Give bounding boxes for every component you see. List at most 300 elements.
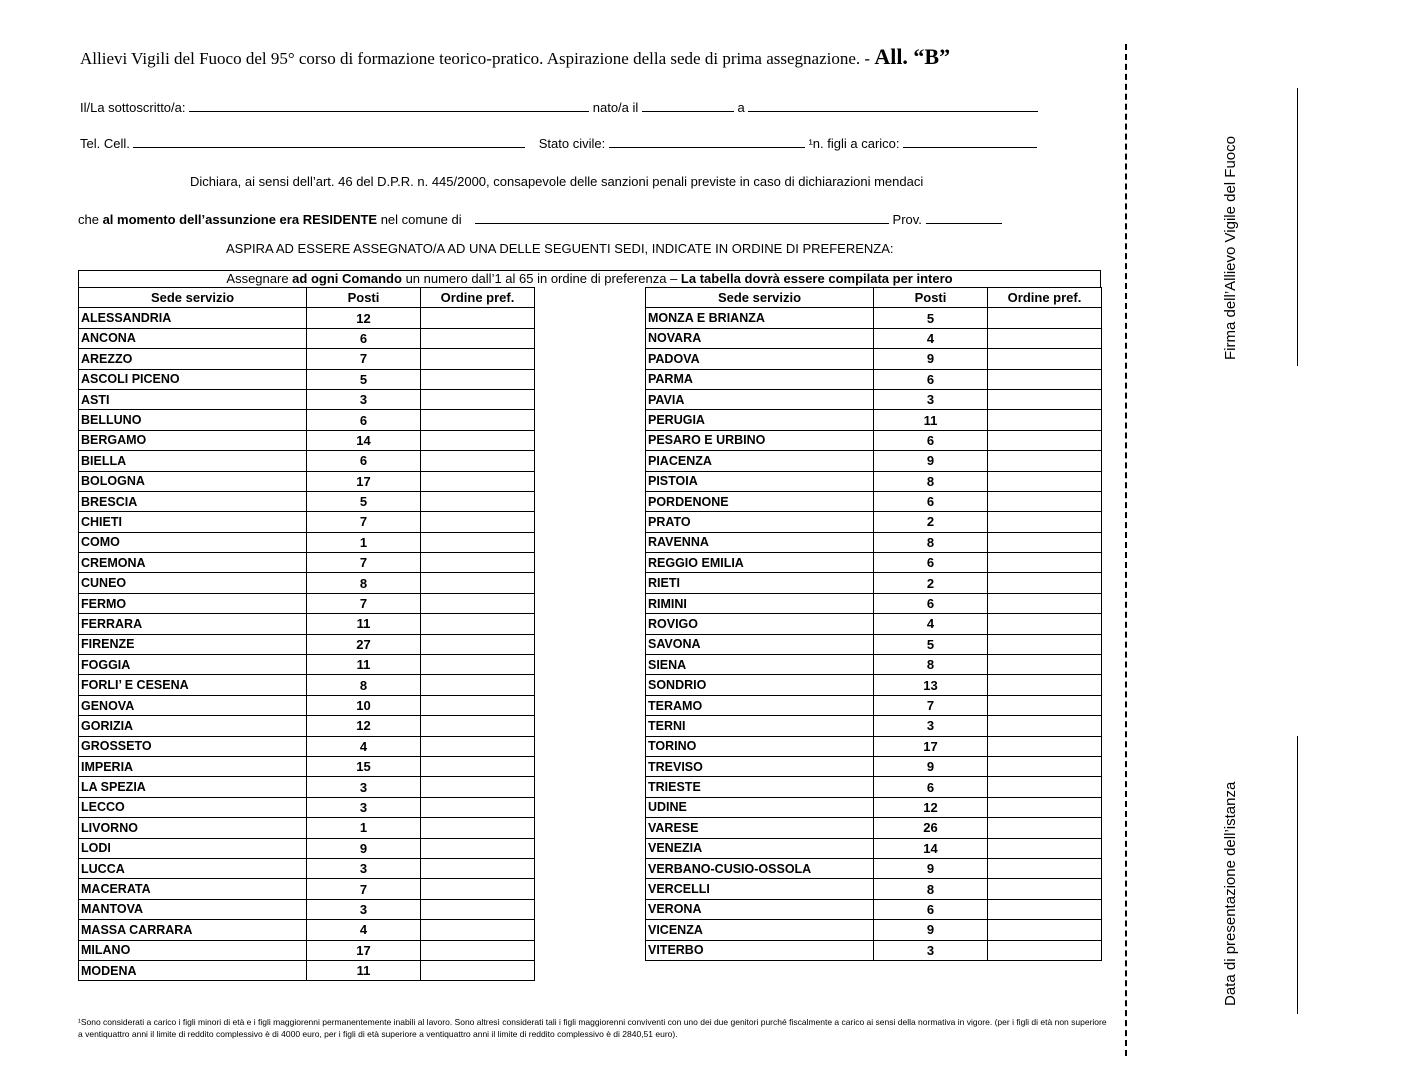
ordine-pref-cell[interactable] [421,736,535,756]
sede-cell: VERBANO-CUSIO-OSSOLA [646,858,874,878]
table-row [79,634,535,654]
ordine-pref-cell[interactable] [988,308,1102,328]
sede-cell: VERCELLI [646,879,874,899]
ordine-pref-cell[interactable] [988,675,1102,695]
posti-cell: 6 [307,328,421,348]
sede-cell: ASTI [79,389,307,409]
posti-cell: 4 [874,614,988,634]
sede-cell: REGGIO EMILIA [646,553,874,573]
table-row [79,838,535,858]
banner-pre: Assegnare [226,271,293,286]
ordine-pref-cell[interactable] [421,675,535,695]
ordine-pref-cell[interactable] [988,818,1102,838]
residente-post: nel comune di [377,212,462,227]
posti-cell: 14 [307,430,421,450]
ordine-pref-cell[interactable] [988,491,1102,511]
ordine-pref-cell[interactable] [421,797,535,817]
ordine-pref-cell[interactable] [421,532,535,552]
posti-cell: 11 [307,655,421,675]
ordine-pref-cell[interactable] [988,634,1102,654]
sede-cell: UDINE [646,797,874,817]
sede-cell: PORDENONE [646,491,874,511]
table-row [646,736,1102,756]
posti-cell: 27 [307,634,421,654]
table-row [646,920,1102,940]
posti-cell: 3 [307,899,421,919]
table-row [646,430,1102,450]
ordine-pref-cell[interactable] [421,328,535,348]
ordine-pref-cell[interactable] [421,695,535,715]
data-line[interactable] [1297,736,1298,1014]
ordine-pref-cell[interactable] [988,858,1102,878]
table-row [79,716,535,736]
ordine-pref-cell[interactable] [421,960,535,980]
page-title [80,44,950,70]
posti-cell: 13 [874,675,988,695]
sede-cell: VICENZA [646,920,874,940]
posti-cell: 9 [874,858,988,878]
sede-cell: COMO [79,532,307,552]
sede-cell: IMPERIA [79,756,307,776]
posti-cell: 5 [307,491,421,511]
sede-cell: MACERATA [79,879,307,899]
posti-cell: 15 [307,756,421,776]
sede-cell: PARMA [646,369,874,389]
stato-civile-field[interactable] [609,134,805,148]
sede-cell: BELLUNO [79,410,307,430]
posti-cell: 6 [874,369,988,389]
posti-cell: 11 [874,410,988,430]
posti-cell: 14 [874,838,988,858]
ordine-pref-cell[interactable] [988,328,1102,348]
sede-cell: PIACENZA [646,451,874,471]
table-row [646,471,1102,491]
posti-cell: 26 [874,818,988,838]
ordine-pref-cell[interactable] [421,593,535,613]
ordine-pref-cell[interactable] [421,349,535,369]
table-row [646,328,1102,348]
ordine-pref-cell[interactable] [421,553,535,573]
ordine-pref-cell[interactable] [988,532,1102,552]
ordine-pref-cell[interactable] [421,838,535,858]
ordine-pref-cell[interactable] [988,451,1102,471]
ordine-pref-cell[interactable] [421,451,535,471]
ordine-pref-cell[interactable] [421,471,535,491]
table-row [79,797,535,817]
table-row [79,430,535,450]
table-row [79,532,535,552]
posti-cell: 2 [874,573,988,593]
table-row [79,655,535,675]
sede-cell: BERGAMO [79,430,307,450]
firma-label: Firma dell’Allievo Vigile del Fuoco [1222,136,1239,360]
row-tel [80,134,1037,151]
a-label: a [737,100,745,115]
sede-cell: VARESE [646,818,874,838]
nato-date-field[interactable] [642,98,734,112]
posti-cell: 12 [307,308,421,328]
table-header-row [646,288,1102,308]
posti-cell: 6 [874,553,988,573]
sede-cell: VENEZIA [646,838,874,858]
ordine-pref-cell[interactable] [421,369,535,389]
posti-cell: 6 [874,491,988,511]
sedi-table-right [645,287,1102,961]
sede-cell: TRIESTE [646,777,874,797]
prov-label: Prov. [892,212,922,227]
table-row [646,512,1102,532]
ordine-pref-cell[interactable] [988,695,1102,715]
posti-cell: 7 [874,695,988,715]
ordine-pref-cell[interactable] [988,593,1102,613]
posti-cell: 3 [874,940,988,960]
posti-cell: 1 [307,818,421,838]
sede-cell: LODI [79,838,307,858]
table-row [646,573,1102,593]
sede-cell: VITERBO [646,940,874,960]
posti-cell: 3 [307,797,421,817]
sede-cell: ASCOLI PICENO [79,369,307,389]
table-row [79,858,535,878]
row-sottoscritto [80,98,1038,115]
table-row [646,369,1102,389]
ordine-pref-cell[interactable] [988,410,1102,430]
posti-cell: 7 [307,879,421,899]
table-row [646,797,1102,817]
ordine-pref-cell[interactable] [421,430,535,450]
posti-cell: 8 [874,879,988,899]
ordine-pref-cell[interactable] [421,389,535,409]
sede-cell: LUCCA [79,858,307,878]
ordine-pref-cell[interactable] [988,369,1102,389]
posti-cell: 6 [307,451,421,471]
table-row [646,818,1102,838]
posti-cell: 9 [874,920,988,940]
banner-mid: un numero dall’1 al 65 in ordine di preferenza – [401,271,681,286]
ordine-pref-cell[interactable] [988,920,1102,940]
sede-cell: FERMO [79,593,307,613]
sottoscritto-field[interactable] [189,98,589,112]
table-row [79,553,535,573]
sede-cell: BRESCIA [79,491,307,511]
sede-cell: TREVISO [646,756,874,776]
posti-cell: 9 [307,838,421,858]
dichiara-text: Dichiara, ai sensi dell’art. 46 del D.P.R. n. 445/2000, consapevole delle sanzioni penali previste in caso di dichiarazioni mendaci [190,174,924,189]
footnote: ¹Sono considerati a carico i figli minori di età e i figli maggiorenni permanentemente inabili al lavoro. Sono altresì considerati tali i figli maggiorenni conviventi con uno dei due genitori purché fiscalmente a carico ai sensi della normativa in vigore. (per i figli di età non superiore a ventiquattro anni il limite di reddito complessivo è di 4000 euro, per i figli di età superiore a ventiquattro anni il limite di reddito complessivo è di 2840,51 euro). [78,1017,1107,1039]
table-row [646,858,1102,878]
table-row [79,471,535,491]
ordine-pref-cell[interactable] [421,716,535,736]
sede-cell: ROVIGO [646,614,874,634]
ordine-pref-cell[interactable] [988,430,1102,450]
ordine-pref-cell[interactable] [988,899,1102,919]
prov-field[interactable] [926,210,1002,224]
posti-cell: 17 [307,471,421,491]
table-row [79,879,535,899]
header-ordine: Ordine pref. [421,288,535,308]
posti-cell: 6 [874,593,988,613]
sede-cell: NOVARA [646,328,874,348]
sedi-table-left [78,287,535,981]
ordine-pref-cell[interactable] [421,899,535,919]
posti-cell: 3 [307,858,421,878]
table-row [646,593,1102,613]
table-row [79,369,535,389]
sede-cell: PAVIA [646,389,874,409]
ordine-pref-cell[interactable] [988,349,1102,369]
ordine-pref-cell[interactable] [988,777,1102,797]
sede-cell: PADOVA [646,349,874,369]
ordine-pref-cell[interactable] [421,614,535,634]
sede-cell: FORLI’ E CESENA [79,675,307,695]
header-sede: Sede servizio [79,288,307,308]
comune-field[interactable] [475,210,889,224]
aspira-text: ASPIRA AD ESSERE ASSEGNATO/A AD UNA DELLE SEGUENTI SEDI, INDICATE IN ORDINE DI PREFERENZA: [226,241,894,256]
sede-cell: MONZA E BRIANZA [646,308,874,328]
sede-cell: SIENA [646,655,874,675]
table-row [79,308,535,328]
sede-cell: ANCONA [79,328,307,348]
posti-cell: 6 [874,899,988,919]
posti-cell: 9 [874,451,988,471]
posti-cell: 3 [874,389,988,409]
sede-cell: MODENA [79,960,307,980]
ordine-pref-cell[interactable] [988,471,1102,491]
cut-line [1125,44,1127,1056]
figli-field[interactable] [903,134,1037,148]
posti-cell: 8 [874,471,988,491]
table-row [646,756,1102,776]
sede-cell: GORIZIA [79,716,307,736]
table-row [646,899,1102,919]
posti-cell: 8 [307,573,421,593]
posti-cell: 3 [307,389,421,409]
table-row [79,491,535,511]
table-row [79,818,535,838]
table-row [646,308,1102,328]
attachment-label: All. “B” [874,44,951,69]
posti-cell: 12 [307,716,421,736]
table-row [79,920,535,940]
sede-cell: SAVONA [646,634,874,654]
table-row [646,838,1102,858]
ordine-pref-cell[interactable] [988,573,1102,593]
posti-cell: 6 [874,777,988,797]
table-row [79,573,535,593]
sede-cell: RIMINI [646,593,874,613]
posti-cell: 4 [874,328,988,348]
ordine-pref-cell[interactable] [421,858,535,878]
posti-cell: 4 [307,736,421,756]
sede-cell: PISTOIA [646,471,874,491]
table-banner [78,270,1101,287]
posti-cell: 10 [307,695,421,715]
posti-cell: 1 [307,532,421,552]
nato-label: nato/a il [592,100,639,115]
posti-cell: 7 [307,512,421,532]
residente-pre: che [78,212,103,227]
table-row [79,614,535,634]
table-row [646,777,1102,797]
ordine-pref-cell[interactable] [421,655,535,675]
ordine-pref-cell[interactable] [421,308,535,328]
sede-cell: PERUGIA [646,410,874,430]
sede-cell: MANTOVA [79,899,307,919]
table-row [79,756,535,776]
posti-cell: 5 [874,308,988,328]
sede-cell: RAVENNA [646,532,874,552]
posti-cell: 4 [307,920,421,940]
posti-cell: 5 [307,369,421,389]
sede-cell: TERNI [646,716,874,736]
table-header-row [79,288,535,308]
table-row [646,675,1102,695]
ordine-pref-cell[interactable] [421,491,535,511]
sede-cell: GENOVA [79,695,307,715]
posti-cell: 7 [307,553,421,573]
sede-cell: CUNEO [79,573,307,593]
stato-civile-label: Stato civile: [538,136,606,151]
banner-bold-2: La tabella dovrà essere compilata per intero [680,271,953,286]
posti-cell: 6 [874,430,988,450]
table-row [79,960,535,980]
table-row [646,389,1102,409]
posti-cell: 17 [307,940,421,960]
residente-bold: al momento dell’assunzione era RESIDENTE [102,212,378,227]
sede-cell: BIELLA [79,451,307,471]
sottoscritto-label: Il/La sottoscritto/a: [80,100,186,115]
posti-cell: 17 [874,736,988,756]
posti-cell: 7 [307,349,421,369]
ordine-pref-cell[interactable] [421,512,535,532]
table-row [646,553,1102,573]
table-row [79,593,535,613]
table-row [79,777,535,797]
sede-cell: PESARO E URBINO [646,430,874,450]
ordine-pref-cell[interactable] [988,512,1102,532]
ordine-pref-cell[interactable] [988,940,1102,960]
sede-cell: FERRARA [79,614,307,634]
ordine-pref-cell[interactable] [988,756,1102,776]
sede-cell: ALESSANDRIA [79,308,307,328]
table-row [646,655,1102,675]
posti-cell: 3 [874,716,988,736]
sede-cell: MILANO [79,940,307,960]
nato-place-field[interactable] [748,98,1038,112]
ordine-pref-cell[interactable] [988,716,1102,736]
sede-cell: CHIETI [79,512,307,532]
ordine-pref-cell[interactable] [421,777,535,797]
sede-cell: PRATO [646,512,874,532]
table-row [79,899,535,919]
title-text: Allievi Vigili del Fuoco del 95° corso di formazione teorico-pratico. Aspirazione della sede di prima assegnazione. - [80,49,871,68]
posti-cell: 11 [307,614,421,634]
ordine-pref-cell[interactable] [988,655,1102,675]
sede-cell: SONDRIO [646,675,874,695]
posti-cell: 8 [874,655,988,675]
sede-cell: FOGGIA [79,655,307,675]
table-row [79,940,535,960]
ordine-pref-cell[interactable] [421,756,535,776]
sede-cell: MASSA CARRARA [79,920,307,940]
ordine-pref-cell[interactable] [421,940,535,960]
table-row [79,675,535,695]
posti-cell: 6 [307,410,421,430]
table-row [79,451,535,471]
posti-cell: 7 [307,593,421,613]
ordine-pref-cell[interactable] [988,838,1102,858]
table-row [79,512,535,532]
table-row [646,634,1102,654]
posti-cell: 2 [874,512,988,532]
sede-cell: TORINO [646,736,874,756]
sede-cell: LA SPEZIA [79,777,307,797]
ordine-pref-cell[interactable] [421,818,535,838]
sede-cell: AREZZO [79,349,307,369]
sede-cell: GROSSETO [79,736,307,756]
table-row [646,716,1102,736]
posti-cell: 8 [307,675,421,695]
ordine-pref-cell[interactable] [988,736,1102,756]
ordine-pref-cell[interactable] [421,879,535,899]
firma-line[interactable] [1297,88,1298,366]
table-row [79,328,535,348]
sede-cell: TERAMO [646,695,874,715]
posti-cell: 11 [307,960,421,980]
ordine-pref-cell[interactable] [988,797,1102,817]
sede-cell: RIETI [646,573,874,593]
banner-bold-1: ad ogni Comando [292,271,402,286]
table-row [79,736,535,756]
sede-cell: LIVORNO [79,818,307,838]
header-posti: Posti [307,288,421,308]
table-row [646,491,1102,511]
row-residente [78,210,1002,227]
ordine-pref-cell[interactable] [988,879,1102,899]
ordine-pref-cell[interactable] [988,553,1102,573]
ordine-pref-cell[interactable] [988,614,1102,634]
header-posti: Posti [874,288,988,308]
header-sede: Sede servizio [646,288,874,308]
posti-cell: 9 [874,349,988,369]
data-label: Data di presentazione dell’istanza [1222,781,1239,1006]
posti-cell: 3 [307,777,421,797]
table-row [646,532,1102,552]
table-row [79,695,535,715]
sede-cell: LECCO [79,797,307,817]
table-row [79,349,535,369]
header-ordine: Ordine pref. [988,288,1102,308]
posti-cell: 8 [874,532,988,552]
figli-label: ¹n. figli a carico: [808,136,900,151]
ordine-pref-cell[interactable] [988,389,1102,409]
table-row [646,879,1102,899]
sede-cell: BOLOGNA [79,471,307,491]
tel-field[interactable] [133,134,525,148]
ordine-pref-cell[interactable] [421,920,535,940]
posti-cell: 12 [874,797,988,817]
ordine-pref-cell[interactable] [421,573,535,593]
table-row [646,940,1102,960]
table-row [646,349,1102,369]
sede-cell: VERONA [646,899,874,919]
ordine-pref-cell[interactable] [421,634,535,654]
posti-cell: 5 [874,634,988,654]
table-row [79,389,535,409]
sede-cell: FIRENZE [79,634,307,654]
table-row [646,451,1102,471]
ordine-pref-cell[interactable] [421,410,535,430]
